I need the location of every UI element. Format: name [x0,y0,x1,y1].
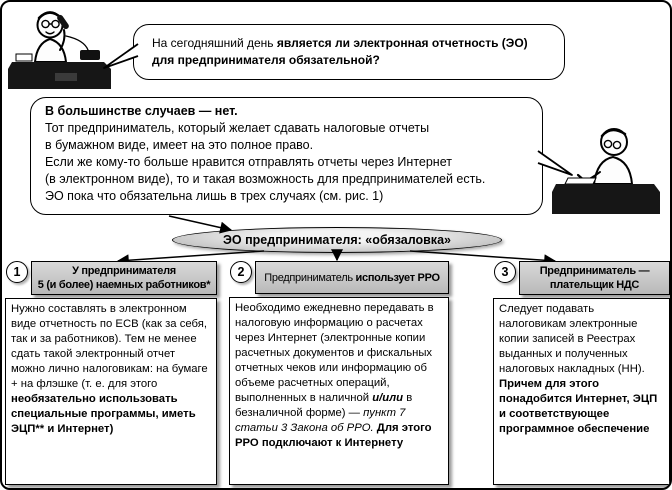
ellipse-label: ЭО предпринимателя: «обязаловка» [223,233,451,247]
case-header: Предприниматель использует РРО [255,261,449,294]
case-1 [5,261,217,485]
case-2 [229,261,449,485]
question-bubble [133,24,565,80]
answer-bubble [30,97,543,215]
case-number-badge: 1 [6,261,28,283]
case-number-badge: 2 [230,261,252,283]
bubble-tail-icon [537,148,575,178]
case-body: Необходимо ежедневно передавать в налоговую информацию о расчетах через Интернет (электронные копии расчетных документов и фискальных отчетных чеков или информацию об объеме расчетных операций, выполненных в наличной и/или в безналичной форме) — пункт 7 статьи 3 Закона об РРО. Для этого РРО подключают к Интернету [229,297,449,485]
bubble-tail-icon [101,41,139,71]
category-ellipse [172,227,502,253]
case-body: Следует подавать налоговикам электронные копии записей в Реестрах выданных и полученных налоговых накладных (НН). Причем для этого понадобится Интернет, ЭЦП и соответствующее программное обеспечение [493,298,670,485]
case-3 [493,261,670,485]
question-text: На сегодняшний день является ли электронная отчетность (ЭО) для предпринимателя обязательной? [152,36,528,67]
case-header: Предприниматель — плательщик НДС [519,261,670,295]
case-body: Нужно составлять в электронном виде отчетность по ЕСВ (как за себя, так и за работников). Тем не менее сдать такой электронный отчет можно лично налоговикам: на бумаге + на флэшке (т. е. для этого необязательно использовать специальные программы, иметь ЭЦП** и Интернет) [5,298,217,485]
case-number-badge: 3 [494,261,516,283]
answer-text: В большинстве случаев — нет. Тот предприниматель, который желает сдавать налоговые отчеты в бумажном виде, имеет на это полное право. Если же кому-то больше нравится отправлять отчеты через Интернет (в электронном виде), то и такая возможность для предпринимателей есть. ЭО пока что обязательна лишь в трех случаях (см. рис. 1) [45,104,486,203]
case-header: У предпринимателя 5 (и более) наемных работников* [31,261,217,295]
